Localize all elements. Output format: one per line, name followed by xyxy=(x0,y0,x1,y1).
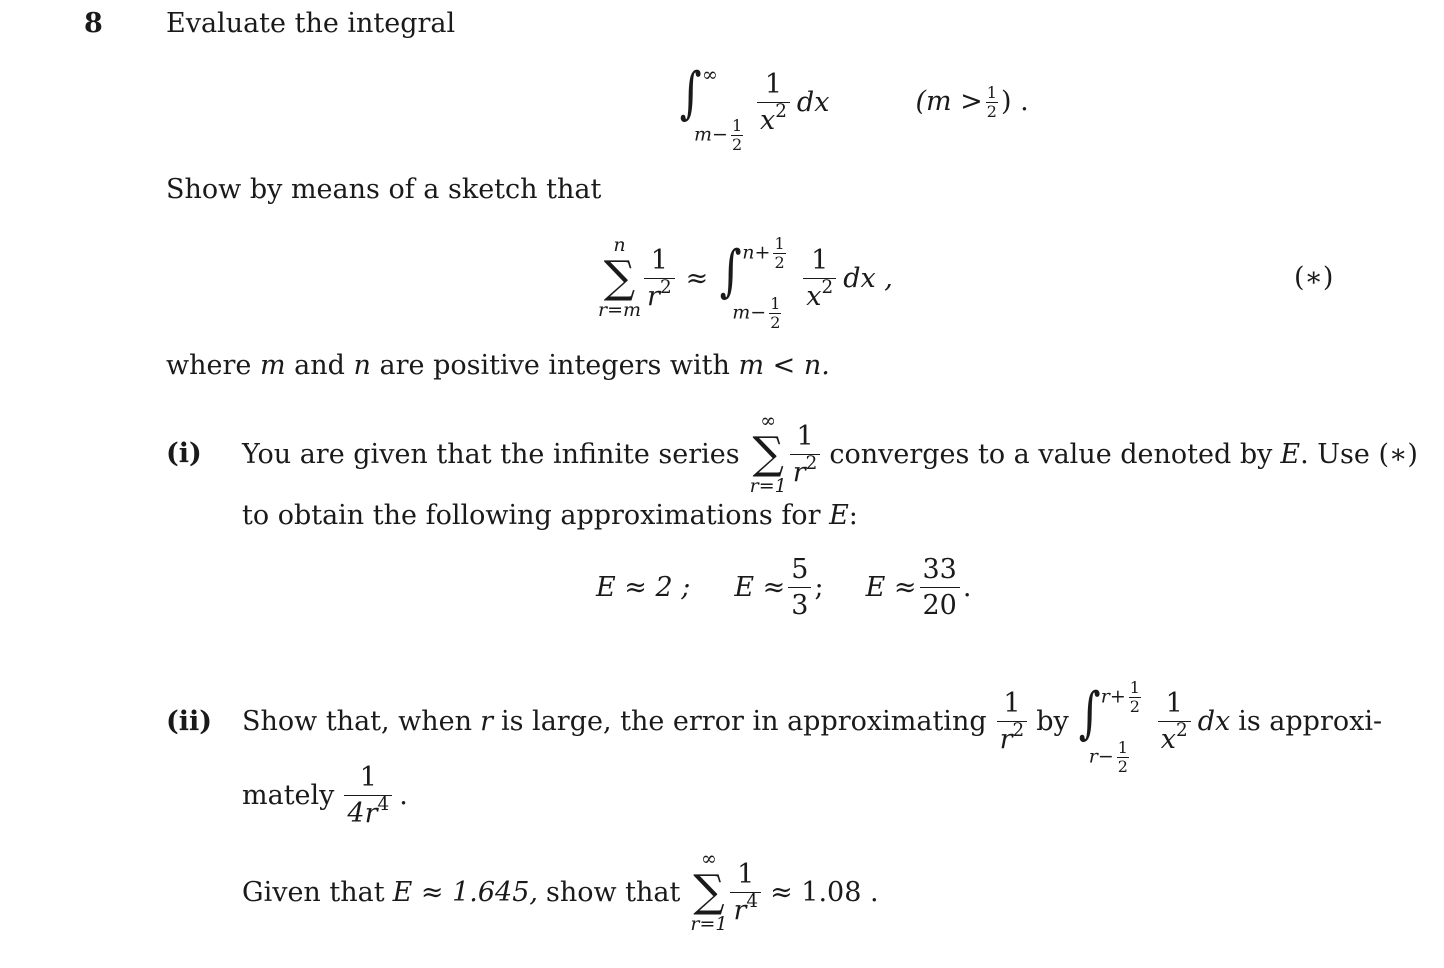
approx-2: E ≈ xyxy=(734,572,786,603)
equation-tag: (∗) xyxy=(1294,262,1334,293)
integral-upper-limit: r+ $\frac{1}{2}$ xyxy=(1100,678,1140,716)
integrand-fraction: $\frac{1}{x^2}$ xyxy=(757,71,790,134)
integral-lower-limit: m− $\frac{1}{2}$ xyxy=(732,294,781,332)
integral-upper-limit: ∞ xyxy=(702,64,718,86)
sum-term-fraction: $\frac{1}{r^2}$ xyxy=(644,247,675,310)
part-ii-given: Given that E ≈ 1.645, show that ∞ ∑ r=1 $\frac{1}{r^4}$ ≈ 1.08 . xyxy=(242,848,879,935)
part-ii-label: (ii) xyxy=(166,706,213,737)
differential: dx xyxy=(796,86,830,118)
question-intro: Evaluate the integral xyxy=(166,8,456,39)
part-i-line1: You are given that the infinite series ∞ ∑ r=1 $\frac{1}{r^2}$ converges to a value denoted by E . Use (∗) xyxy=(242,410,1418,497)
integral-sign: ∫ r+ $\frac{1}{2}$ r− $\frac{1}{2}$ xyxy=(1075,676,1155,766)
sum-sign: ∞ ∑ r=1 xyxy=(749,410,787,497)
approx-1: E ≈ 2 ; xyxy=(596,572,691,603)
where-text: where m and n are positive integers with m < n. xyxy=(166,350,830,381)
integral-lower-limit: m− $\frac{1}{2}$ xyxy=(694,116,743,154)
differential: dx , xyxy=(843,262,893,294)
integral-lower-limit: r− $\frac{1}{2}$ xyxy=(1088,738,1128,776)
sum-sign: n ∑ r=m xyxy=(598,234,642,321)
part-i-line2: to obtain the following approximations for E: xyxy=(242,500,858,531)
approx-3: E ≈ xyxy=(865,572,917,603)
integral-condition: (m > $\frac{1}{2}$ ) . xyxy=(915,82,1029,121)
sum-sign: ∞ ∑ r=1 xyxy=(690,848,728,935)
approximations: E ≈ 2 ; E ≈ $\frac{5}{3}$ ; E ≈ $\frac{33}{20}$ . xyxy=(596,554,972,621)
integral-sign: ∫ n+ $\frac{1}{2}$ m− $\frac{1}{2}$ xyxy=(716,234,800,322)
integrand-fraction: $\frac{1}{x^2}$ xyxy=(803,247,836,310)
star-equation xyxy=(598,234,893,332)
part-ii-line1: Show that, when r is large, the error in approximating $\frac{1}{r^2}$ by ∫ r+ $\frac{1}{2}$ r− $\frac{1}{2}$ $\frac{1}{x^2}$ dx is approxi- xyxy=(242,678,1383,776)
series-term-fraction: $\frac{1}{r^2}$ xyxy=(790,423,821,486)
integral-equation-1 xyxy=(676,61,1029,154)
approx-symbol: ≈ xyxy=(685,262,709,294)
part-i-label: (i) xyxy=(166,438,202,469)
show-sketch-text: Show by means of a sketch that xyxy=(166,174,602,205)
part-ii-line2: mately $\frac{1}{4r^4}$ . xyxy=(242,762,408,829)
question-number: 8 xyxy=(84,8,103,39)
integral-upper-limit: n+ $\frac{1}{2}$ xyxy=(742,234,785,272)
integral-sign: ∫ ∞ m− $\frac{1}{2}$ xyxy=(676,62,754,142)
